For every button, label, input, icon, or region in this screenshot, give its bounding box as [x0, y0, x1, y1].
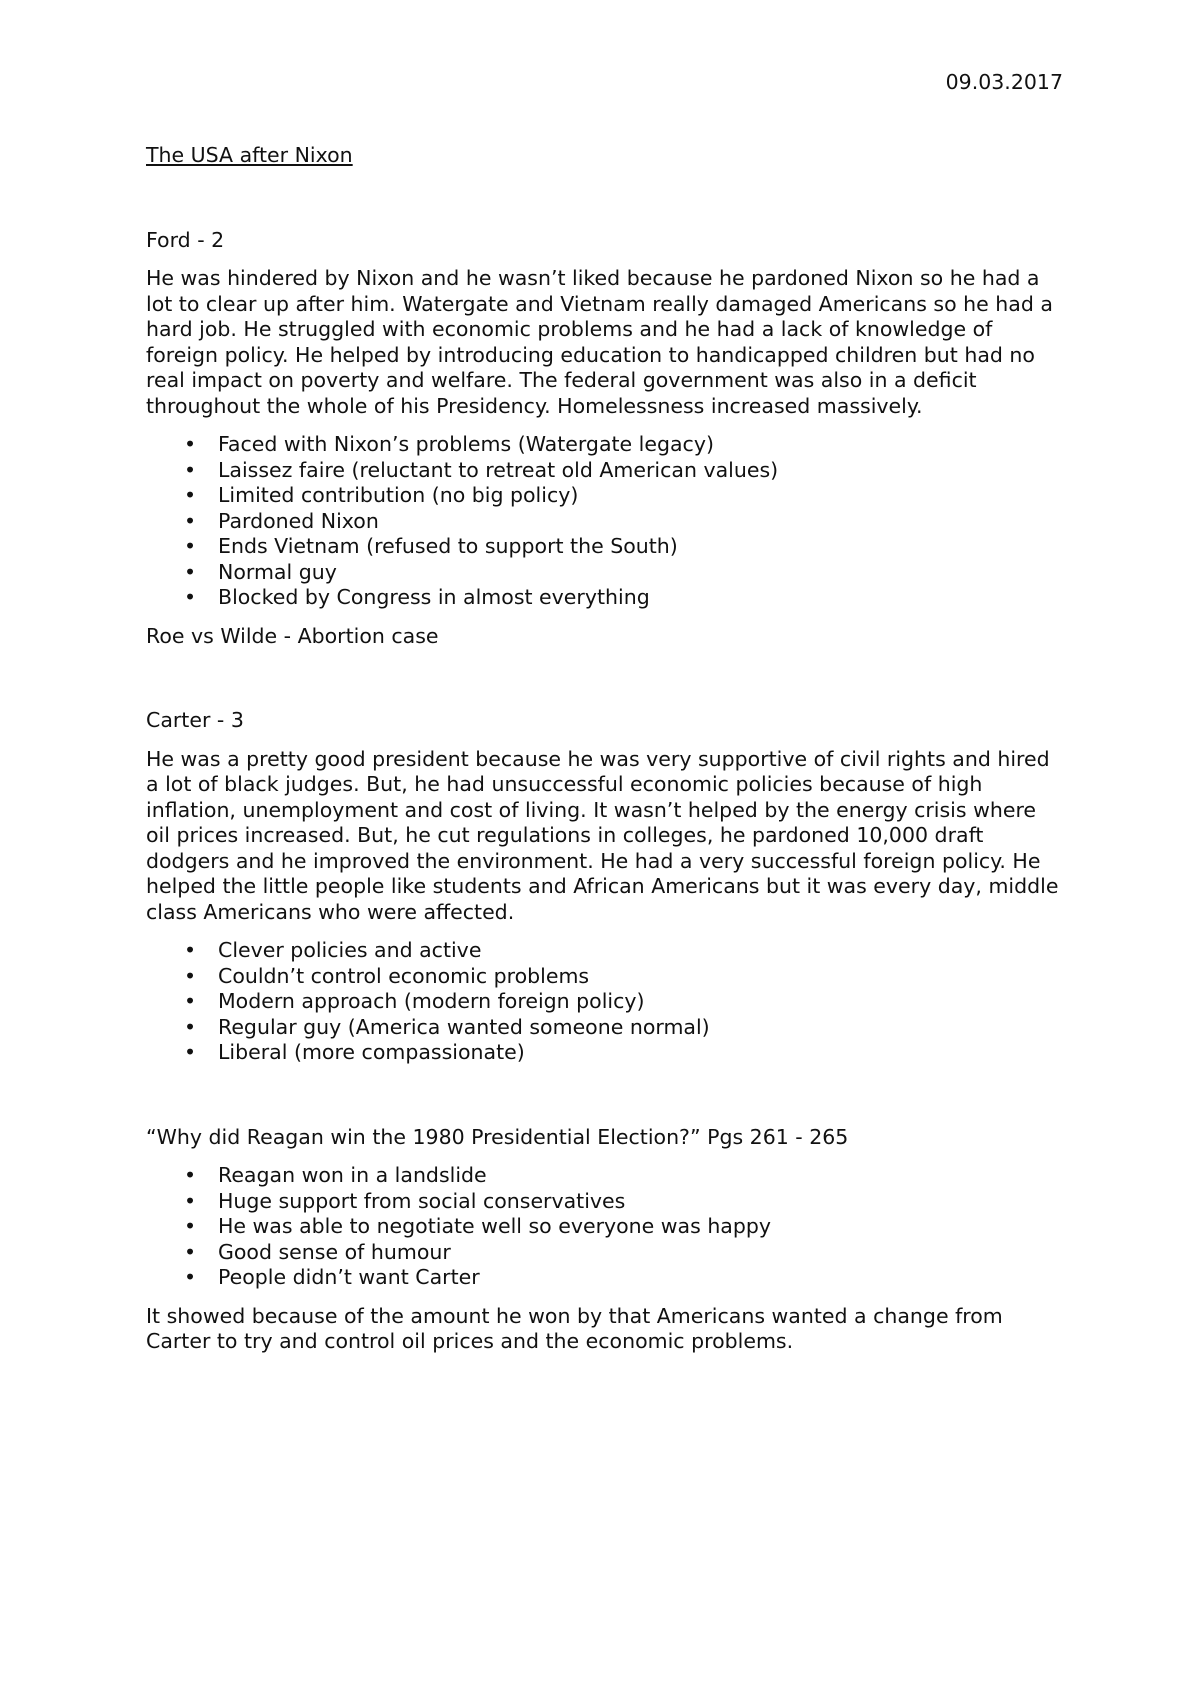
bullet-icon: •	[184, 1214, 197, 1238]
list-item: • Ends Vietnam (refused to support the South)	[184, 534, 678, 558]
section-note: Roe vs Wilde - Abortion case	[146, 623, 439, 648]
section-paragraph: He was a pretty good president because he was very supportive of civil rights and hired a lot of black judges. But, he had unsuccessful economic policies because of high inflation, unemployment and cost of living. It wasn’t helped by the energy crisis where oil prices increased. But, he cut regulations in colleges, he pardoned 10,000 draft dodgers and he improved the environment. He had a very successful foreign policy. He helped the little people like students and African Americans but it was every day, middle class Americans who were affected.	[146, 746, 1059, 924]
list-item: • Regular guy (America wanted someone normal)	[184, 1014, 710, 1039]
section-paragraph: It showed because of the amount he won by that Americans wanted a change from Carter to try and control oil prices and the economic problems.	[146, 1303, 1003, 1353]
document-title: The USA after Nixon	[146, 143, 353, 167]
bullet-icon: •	[184, 1239, 197, 1264]
bullet-icon: •	[184, 1014, 197, 1039]
list-item: • Clever policies and active	[184, 938, 482, 962]
list-item: • Laissez faire (reluctant to retreat old American values)	[184, 457, 779, 482]
bullet-icon: •	[184, 1188, 197, 1213]
bullet-icon: •	[184, 938, 197, 962]
bullet-list	[146, 938, 1066, 1066]
list-item: • Couldn’t control economic problems	[184, 963, 590, 988]
document-date: 09.03.2017	[945, 70, 1063, 94]
list-item: • Normal guy	[184, 559, 337, 584]
list-item: • Reagan won in a landslide	[184, 1163, 487, 1187]
bullet-icon: •	[184, 534, 197, 558]
list-item: • Huge support from social conservatives	[184, 1188, 626, 1213]
list-item: • Good sense of humour	[184, 1239, 451, 1264]
bullet-icon: •	[184, 963, 197, 988]
section-ford	[146, 228, 1066, 650]
bullet-icon: •	[184, 1040, 197, 1064]
section-carter	[146, 708, 1066, 1066]
bullet-icon: •	[184, 989, 197, 1013]
bullet-icon: •	[184, 432, 197, 456]
section-paragraph: He was hindered by Nixon and he wasn’t liked because he pardoned Nixon so he had a lot to clear up after him. Watergate and Vietnam really damaged Americans so he had a hard job. He struggled with economic problems and he had a lack of knowledge of foreign policy. He helped by introducing education to handicapped children but had no real impact on poverty and welfare. The federal government was also in a deficit throughout the whole of his Presidency. Homelessness increased massively.	[146, 266, 1053, 418]
bullet-icon: •	[184, 1163, 197, 1187]
list-item: • Liberal (more compassionate)	[184, 1040, 525, 1064]
bullet-icon: •	[184, 457, 197, 482]
bullet-icon: •	[184, 559, 197, 584]
bullet-icon: •	[184, 1265, 197, 1289]
section-heading: Ford - 2	[146, 227, 225, 252]
bullet-icon: •	[184, 585, 197, 609]
section-heading: “Why did Reagan win the 1980 Presidential Election?” Pgs 261 - 265	[146, 1124, 849, 1149]
list-item: • Faced with Nixon’s problems (Watergate legacy)	[184, 432, 714, 456]
document-content	[146, 143, 1066, 1355]
list-item: • Limited contribution (no big policy)	[184, 483, 579, 507]
bullet-list	[146, 432, 1066, 611]
list-item: • Blocked by Congress in almost everything	[184, 585, 650, 609]
bullet-icon: •	[184, 483, 197, 507]
section-heading: Carter - 3	[146, 708, 244, 732]
list-item: • Pardoned Nixon	[184, 508, 379, 533]
list-item: • Modern approach (modern foreign policy)	[184, 989, 645, 1013]
section-reagan	[146, 1125, 1066, 1355]
bullet-icon: •	[184, 508, 197, 533]
list-item: • He was able to negotiate well so everyone was happy	[184, 1214, 772, 1238]
list-item: • People didn’t want Carter	[184, 1265, 480, 1289]
bullet-list	[146, 1163, 1066, 1291]
